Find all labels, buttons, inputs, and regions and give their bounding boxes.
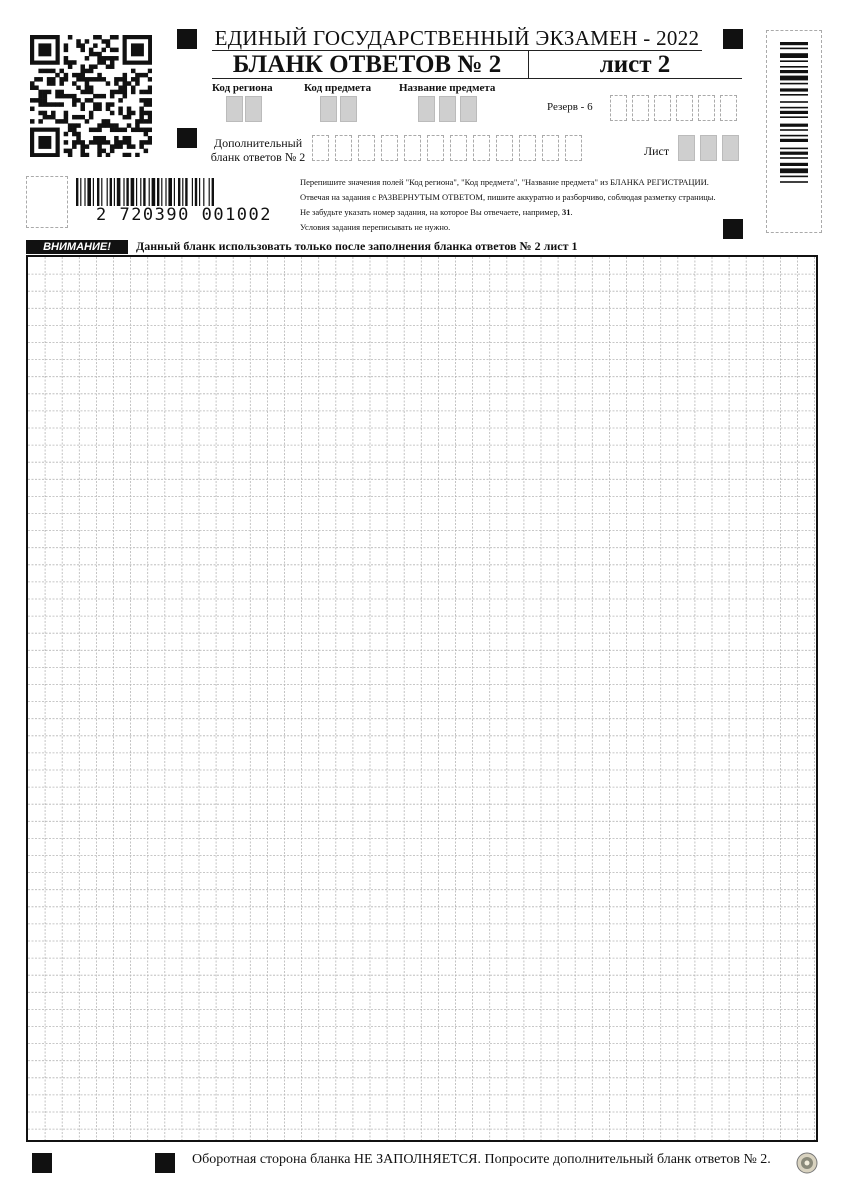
answer-grid[interactable]	[26, 255, 818, 1142]
barcode-number: 2 720390 001002	[95, 205, 273, 225]
additional-form-number-cell[interactable]	[404, 135, 421, 161]
vertical-barcode-image	[780, 42, 808, 222]
qr-code-image	[30, 35, 152, 157]
attention-text: Данный бланк использовать только после заполнения бланка ответов № 2 лист 1	[136, 239, 578, 253]
attention-badge: ВНИМАНИЕ!	[26, 240, 128, 254]
hologram-icon	[796, 1152, 818, 1174]
answer-grid-lines	[28, 257, 816, 1140]
instruction-line-1: Перепишите значения полей "Код региона", "Код предмета", "Название предмета" из БЛАНКА РЕГИСТРАЦИИ.	[300, 177, 709, 187]
sheet-number-cell[interactable]	[722, 135, 739, 161]
reserve-box	[26, 176, 68, 228]
additional-form-number-cell[interactable]	[381, 135, 398, 161]
registration-marker-mid-left	[177, 128, 197, 148]
instruction-line-3: Не забудьте указать номер задания, на которое Вы отвечаете, например, 31.	[300, 207, 573, 217]
subject-name-label: Название предмета	[399, 82, 496, 94]
additional-form-number-cell[interactable]	[565, 135, 582, 161]
region-code-cell[interactable]	[226, 96, 243, 122]
additional-form-label-line2: бланк ответов № 2	[210, 150, 306, 164]
instruction-line-2: Отвечая на задания с РАЗВЕРНУТЫМ ОТВЕТОМ, пишите аккуратно и разборчиво, соблюдая разметку страницы.	[300, 192, 716, 202]
subject-code-cell[interactable]	[320, 96, 337, 122]
subject-name-cell[interactable]	[418, 96, 435, 122]
additional-form-label	[210, 136, 306, 164]
reserve-cell[interactable]	[676, 95, 693, 121]
sheet-label: лист 2	[599, 51, 671, 78]
additional-form-number-cell[interactable]	[358, 135, 375, 161]
sheet-number-cell[interactable]	[700, 135, 717, 161]
form-barcode-image	[74, 178, 298, 206]
additional-form-number-cell[interactable]	[335, 135, 352, 161]
region-code-label: Код региона	[212, 82, 273, 94]
title-divider	[528, 50, 529, 78]
additional-form-number-cell[interactable]	[427, 135, 444, 161]
instruction-line-4: Условия задания переписывать не нужно.	[300, 222, 451, 232]
footer-note: Оборотная сторона бланка НЕ ЗАПОЛНЯЕТСЯ. Попросите дополнительный бланк ответов № 2.	[192, 1152, 771, 1167]
sheet-number-label: Лист	[644, 144, 670, 158]
instructions	[300, 175, 750, 235]
instruction-example-number: 31	[561, 207, 571, 217]
subject-name-cell[interactable]	[460, 96, 477, 122]
reserve-label: Резерв - 6	[547, 101, 593, 113]
form-title: БЛАНК ОТВЕТОВ № 2	[232, 51, 502, 78]
registration-marker-bottom-left	[32, 1153, 52, 1173]
additional-form-number-cell[interactable]	[473, 135, 490, 161]
reserve-cell[interactable]	[632, 95, 649, 121]
additional-form-label-line1: Дополнительный	[213, 136, 303, 150]
additional-form-number-cell[interactable]	[312, 135, 329, 161]
region-code-cell[interactable]	[245, 96, 262, 122]
additional-form-number-cell[interactable]	[542, 135, 559, 161]
reserve-cell[interactable]	[654, 95, 671, 121]
additional-form-number-cell[interactable]	[496, 135, 513, 161]
additional-form-number-cell[interactable]	[450, 135, 467, 161]
subject-name-cell[interactable]	[439, 96, 456, 122]
registration-marker-top-left	[177, 29, 197, 49]
header-rule-bottom	[212, 78, 742, 79]
reserve-cell[interactable]	[720, 95, 737, 121]
subject-code-label: Код предмета	[304, 82, 372, 94]
reserve-cell[interactable]	[698, 95, 715, 121]
subject-code-cell[interactable]	[340, 96, 357, 122]
registration-marker-bottom-mid	[155, 1153, 175, 1173]
additional-form-number-cell[interactable]	[519, 135, 536, 161]
exam-title: ЕДИНЫЙ ГОСУДАРСТВЕННЫЙ ЭКЗАМЕН - 2022	[214, 26, 700, 50]
instruction-line-3-text: Не забудьте указать номер задания, на которое Вы отвечаете, например,	[300, 207, 560, 217]
registration-marker-top-right	[723, 29, 743, 49]
sheet-number-cell[interactable]	[678, 135, 695, 161]
reserve-cell[interactable]	[610, 95, 627, 121]
